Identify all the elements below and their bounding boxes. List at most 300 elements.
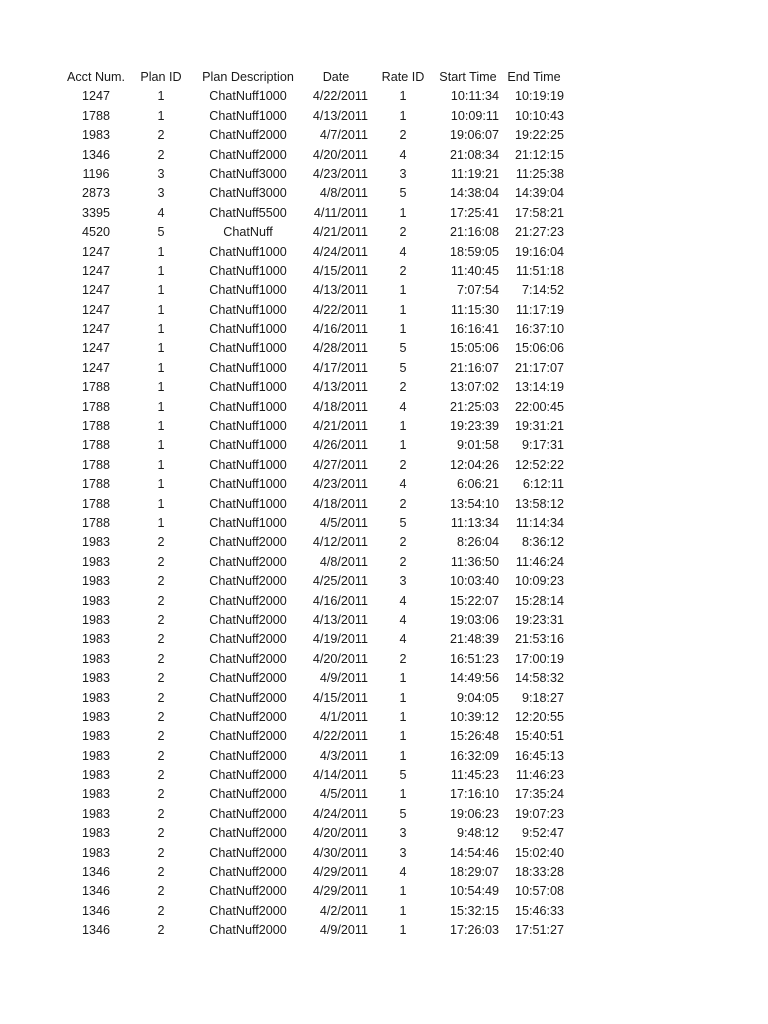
rate-id-cell: 3 [399,574,407,589]
rate-id-cell: 4 [399,477,407,492]
table-row [0,184,768,203]
plan-description-cell: ChatNuff1000 [209,515,287,530]
table-row [0,301,768,320]
date-cell: 4/17/2011 [312,360,368,375]
date-cell: 4/14/2011 [312,768,368,783]
date-cell: 4/22/2011 [312,729,368,744]
start-time-cell: 13:54:10 [449,496,499,511]
plan-id-cell: 1 [157,457,165,472]
column-header-plan-description: Plan Description [202,70,294,84]
date-cell: 4/25/2011 [312,574,368,589]
end-time-cell: 11:17:19 [515,302,564,317]
end-time-cell: 11:46:24 [515,554,564,569]
date-cell: 4/13/2011 [312,380,368,395]
plan-id-cell: 1 [157,438,165,453]
acct-num-cell: 1788 [81,380,111,395]
rate-id-cell: 2 [399,457,407,472]
end-time-cell: 15:40:51 [514,729,564,744]
date-cell: 4/30/2011 [312,845,368,860]
date-cell: 4/23/2011 [312,477,368,492]
rate-id-cell: 5 [399,341,407,356]
rate-id-cell: 1 [399,690,407,705]
start-time-cell: 21:16:07 [449,360,499,375]
table-row [0,436,768,455]
plan-description-cell: ChatNuff2000 [209,768,287,783]
start-time-cell: 10:54:49 [449,884,499,899]
table-body [0,87,768,940]
acct-num-cell: 2873 [81,186,111,201]
plan-id-cell: 2 [157,845,165,860]
plan-description-cell: ChatNuff2000 [209,147,287,162]
table-row [0,204,768,223]
acct-num-cell: 1983 [81,729,111,744]
rate-id-cell: 1 [399,729,407,744]
end-time-cell: 10:10:43 [514,108,564,123]
date-cell: 4/8/2011 [319,554,368,569]
end-time-cell: 15:06:06 [514,341,564,356]
plan-description-cell: ChatNuff2000 [209,845,287,860]
date-cell: 4/2/2011 [319,903,368,918]
acct-num-cell: 1788 [81,419,111,434]
acct-num-cell: 1983 [81,748,111,763]
table-row [0,785,768,804]
plan-description-cell: ChatNuff1000 [209,322,287,337]
plan-id-cell: 2 [157,768,165,783]
acct-num-cell: 1247 [81,263,111,278]
start-time-cell: 6:06:21 [456,477,499,492]
start-time-cell: 21:16:08 [449,225,499,240]
acct-num-cell: 1247 [81,341,111,356]
date-cell: 4/19/2011 [312,632,368,647]
acct-num-cell: 1346 [81,865,111,880]
end-time-cell: 17:35:24 [514,787,564,802]
acct-num-cell: 1983 [81,128,111,143]
plan-description-cell: ChatNuff2000 [209,651,287,666]
table-row [0,844,768,863]
start-time-cell: 18:59:05 [449,244,499,259]
acct-num-cell: 1346 [81,147,111,162]
plan-description-cell: ChatNuff2000 [209,554,287,569]
table-row [0,689,768,708]
end-time-cell: 17:58:21 [514,205,564,220]
rate-id-cell: 1 [399,205,407,220]
start-time-cell: 10:11:34 [450,89,499,104]
plan-id-cell: 2 [157,729,165,744]
acct-num-cell: 1983 [81,845,111,860]
plan-id-cell: 2 [157,690,165,705]
date-cell: 4/20/2011 [312,147,368,162]
table-row [0,708,768,727]
plan-id-cell: 2 [157,671,165,686]
plan-id-cell: 1 [157,89,165,104]
acct-num-cell: 1788 [81,477,111,492]
acct-num-cell: 1983 [81,709,111,724]
plan-description-cell: ChatNuff1000 [209,341,287,356]
rate-id-cell: 1 [399,787,407,802]
end-time-cell: 9:18:27 [521,690,564,705]
plan-description-cell: ChatNuff2000 [209,535,287,550]
date-cell: 4/11/2011 [313,205,368,220]
plan-description-cell: ChatNuff1000 [209,496,287,511]
date-cell: 4/20/2011 [312,651,368,666]
date-cell: 4/7/2011 [319,128,368,143]
end-time-cell: 12:52:22 [514,457,564,472]
plan-description-cell: ChatNuff2000 [209,748,287,763]
date-cell: 4/9/2011 [319,671,368,686]
start-time-cell: 15:32:15 [449,903,499,918]
plan-description-cell: ChatNuff2000 [209,671,287,686]
plan-id-cell: 2 [157,923,165,938]
start-time-cell: 17:25:41 [449,205,499,220]
plan-description-cell: ChatNuff2000 [209,787,287,802]
date-cell: 4/20/2011 [312,826,368,841]
plan-id-cell: 5 [157,225,165,240]
rate-id-cell: 4 [399,632,407,647]
date-cell: 4/18/2011 [312,399,368,414]
table-row [0,456,768,475]
end-time-cell: 6:12:11 [522,477,564,492]
end-time-cell: 13:58:12 [514,496,564,511]
rate-id-cell: 2 [399,535,407,550]
end-time-cell: 19:23:31 [514,612,564,627]
start-time-cell: 11:13:34 [450,515,499,530]
date-cell: 4/29/2011 [312,884,368,899]
rate-id-cell: 1 [399,283,407,298]
start-time-cell: 17:26:03 [449,923,499,938]
rate-id-cell: 2 [399,554,407,569]
rate-id-cell: 1 [399,671,407,686]
start-time-cell: 16:32:09 [449,748,499,763]
acct-num-cell: 1346 [81,923,111,938]
end-time-cell: 14:39:04 [514,186,564,201]
start-time-cell: 19:06:23 [449,806,499,821]
plan-id-cell: 2 [157,632,165,647]
table-row [0,320,768,339]
plan-description-cell: ChatNuff1000 [209,108,287,123]
rate-id-cell: 2 [399,380,407,395]
plan-description-cell: ChatNuff3000 [209,186,287,201]
plan-id-cell: 1 [157,515,165,530]
table-row [0,495,768,514]
date-cell: 4/28/2011 [312,341,368,356]
acct-num-cell: 1788 [81,108,111,123]
end-time-cell: 15:28:14 [514,593,564,608]
table-row [0,243,768,262]
end-time-cell: 21:12:15 [514,147,564,162]
plan-id-cell: 1 [157,496,165,511]
table-row [0,87,768,106]
rate-id-cell: 5 [399,186,407,201]
start-time-cell: 11:15:30 [450,302,499,317]
start-time-cell: 21:08:34 [449,147,499,162]
plan-id-cell: 2 [157,748,165,763]
acct-num-cell: 1983 [81,806,111,821]
column-header-rate-id: Rate ID [381,70,425,84]
start-time-cell: 19:06:07 [449,128,499,143]
rate-id-cell: 4 [399,865,407,880]
start-time-cell: 17:16:10 [449,787,499,802]
date-cell: 4/22/2011 [312,302,368,317]
end-time-cell: 17:51:27 [514,923,564,938]
start-time-cell: 10:03:40 [449,574,499,589]
plan-id-cell: 1 [157,283,165,298]
end-time-cell: 9:17:31 [521,438,564,453]
plan-description-cell: ChatNuff2000 [209,128,287,143]
start-time-cell: 7:07:54 [456,283,499,298]
rate-id-cell: 5 [399,360,407,375]
plan-description-cell: ChatNuff1000 [209,283,287,298]
date-cell: 4/12/2011 [312,535,368,550]
plan-id-cell: 2 [157,128,165,143]
plan-id-cell: 1 [157,341,165,356]
acct-num-cell: 1983 [81,632,111,647]
plan-description-cell: ChatNuff2000 [209,729,287,744]
acct-num-cell: 1788 [81,496,111,511]
plan-description-cell: ChatNuff2000 [209,826,287,841]
date-cell: 4/8/2011 [319,186,368,201]
data-table [0,68,768,941]
rate-id-cell: 1 [399,438,407,453]
date-cell: 4/18/2011 [312,496,368,511]
rate-id-cell: 1 [399,89,407,104]
plan-description-cell: ChatNuff2000 [209,884,287,899]
end-time-cell: 19:16:04 [514,244,564,259]
table-row [0,747,768,766]
acct-num-cell: 1983 [81,593,111,608]
start-time-cell: 10:39:12 [449,709,499,724]
acct-num-cell: 1983 [81,554,111,569]
rate-id-cell: 2 [399,263,407,278]
acct-num-cell: 1788 [81,515,111,530]
plan-description-cell: ChatNuff2000 [209,574,287,589]
end-time-cell: 18:33:28 [514,865,564,880]
plan-description-cell: ChatNuff2000 [209,612,287,627]
plan-id-cell: 1 [157,322,165,337]
plan-id-cell: 2 [157,574,165,589]
table-row [0,650,768,669]
table-row [0,262,768,281]
end-time-cell: 9:52:47 [521,826,564,841]
plan-id-cell: 3 [157,166,165,181]
plan-id-cell: 2 [157,806,165,821]
plan-id-cell: 1 [157,244,165,259]
acct-num-cell: 1788 [81,457,111,472]
rate-id-cell: 1 [399,748,407,763]
rate-id-cell: 1 [399,322,407,337]
table-row [0,359,768,378]
plan-description-cell: ChatNuff2000 [209,690,287,705]
start-time-cell: 16:51:23 [449,651,499,666]
plan-description-cell: ChatNuff3000 [209,166,287,181]
table-row [0,514,768,533]
date-cell: 4/27/2011 [312,457,368,472]
start-time-cell: 10:09:11 [450,108,499,123]
end-time-cell: 12:20:55 [514,709,564,724]
start-time-cell: 11:36:50 [450,554,499,569]
acct-num-cell: 1983 [81,671,111,686]
table-row [0,553,768,572]
end-time-cell: 8:36:12 [521,535,564,550]
acct-num-cell: 1247 [81,244,111,259]
rate-id-cell: 3 [399,826,407,841]
plan-description-cell: ChatNuff1000 [209,244,287,259]
acct-num-cell: 1247 [81,302,111,317]
plan-description-cell: ChatNuff1000 [209,302,287,317]
plan-id-cell: 1 [157,419,165,434]
start-time-cell: 14:54:46 [449,845,499,860]
plan-description-cell: ChatNuff [223,225,273,240]
plan-description-cell: ChatNuff1000 [209,399,287,414]
plan-description-cell: ChatNuff1000 [209,477,287,492]
end-time-cell: 21:53:16 [514,632,564,647]
acct-num-cell: 1983 [81,768,111,783]
rate-id-cell: 1 [399,903,407,918]
rate-id-cell: 1 [399,709,407,724]
start-time-cell: 21:48:39 [449,632,499,647]
table-row [0,630,768,649]
end-time-cell: 15:46:33 [514,903,564,918]
plan-description-cell: ChatNuff2000 [209,709,287,724]
table-row [0,902,768,921]
table-row [0,107,768,126]
date-cell: 4/24/2011 [312,244,368,259]
end-time-cell: 22:00:45 [514,399,564,414]
plan-id-cell: 2 [157,903,165,918]
table-row [0,766,768,785]
end-time-cell: 10:19:19 [514,89,564,104]
end-time-cell: 19:22:25 [514,128,564,143]
rate-id-cell: 1 [399,302,407,317]
table-row [0,417,768,436]
plan-id-cell: 2 [157,884,165,899]
plan-id-cell: 1 [157,380,165,395]
start-time-cell: 19:03:06 [449,612,499,627]
date-cell: 4/29/2011 [312,865,368,880]
plan-description-cell: ChatNuff1000 [209,380,287,395]
date-cell: 4/21/2011 [312,419,368,434]
rate-id-cell: 5 [399,768,407,783]
table-row [0,592,768,611]
end-time-cell: 10:09:23 [514,574,564,589]
table-row [0,921,768,940]
plan-id-cell: 2 [157,865,165,880]
column-header-start-time: Start Time [439,70,497,84]
table-row [0,378,768,397]
plan-id-cell: 2 [157,612,165,627]
acct-num-cell: 1983 [81,612,111,627]
start-time-cell: 16:16:41 [449,322,499,337]
date-cell: 4/24/2011 [312,806,368,821]
rate-id-cell: 4 [399,399,407,414]
start-time-cell: 8:26:04 [456,535,499,550]
acct-num-cell: 1196 [82,166,110,181]
plan-id-cell: 1 [157,302,165,317]
rate-id-cell: 2 [399,225,407,240]
plan-id-cell: 3 [157,186,165,201]
plan-description-cell: ChatNuff5500 [209,205,287,220]
end-time-cell: 11:46:23 [515,768,564,783]
rate-id-cell: 1 [399,108,407,123]
rate-id-cell: 4 [399,593,407,608]
acct-num-cell: 1346 [81,884,111,899]
plan-description-cell: ChatNuff1000 [209,263,287,278]
date-cell: 4/23/2011 [312,166,368,181]
plan-description-cell: ChatNuff1000 [209,360,287,375]
table-row [0,165,768,184]
date-cell: 4/26/2011 [312,438,368,453]
start-time-cell: 15:26:48 [449,729,499,744]
start-time-cell: 15:22:07 [449,593,499,608]
table-row [0,611,768,630]
plan-id-cell: 2 [157,535,165,550]
end-time-cell: 16:45:13 [514,748,564,763]
plan-description-cell: ChatNuff2000 [209,593,287,608]
rate-id-cell: 5 [399,806,407,821]
table-row [0,669,768,688]
acct-num-cell: 1983 [81,690,111,705]
acct-num-cell: 1247 [81,322,111,337]
start-time-cell: 12:04:26 [449,457,499,472]
table-row [0,824,768,843]
plan-description-cell: ChatNuff2000 [209,865,287,880]
table-row [0,126,768,145]
date-cell: 4/5/2011 [319,787,368,802]
rate-id-cell: 2 [399,128,407,143]
rate-id-cell: 2 [399,651,407,666]
end-time-cell: 19:07:23 [514,806,564,821]
end-time-cell: 11:25:38 [515,166,564,181]
end-time-cell: 19:31:21 [514,419,564,434]
start-time-cell: 9:04:05 [456,690,499,705]
plan-id-cell: 1 [157,399,165,414]
start-time-cell: 11:19:21 [450,166,499,181]
plan-id-cell: 2 [157,651,165,666]
plan-description-cell: ChatNuff2000 [209,632,287,647]
plan-id-cell: 1 [157,360,165,375]
column-header-date: Date [322,70,350,84]
end-time-cell: 11:51:18 [515,263,564,278]
end-time-cell: 13:14:19 [514,380,564,395]
date-cell: 4/16/2011 [312,322,368,337]
plan-id-cell: 1 [157,108,165,123]
rate-id-cell: 5 [399,515,407,530]
acct-num-cell: 1247 [81,360,111,375]
acct-num-cell: 1346 [81,903,111,918]
plan-description-cell: ChatNuff1000 [209,457,287,472]
start-time-cell: 9:48:12 [456,826,499,841]
date-cell: 4/3/2011 [319,748,368,763]
end-time-cell: 21:17:07 [514,360,564,375]
rate-id-cell: 1 [399,419,407,434]
start-time-cell: 21:25:03 [449,399,499,414]
plan-id-cell: 2 [157,787,165,802]
rate-id-cell: 4 [399,612,407,627]
column-header-plan-id: Plan ID [140,70,182,84]
end-time-cell: 10:57:08 [514,884,564,899]
column-header-acct-num: Acct Num. [66,70,126,84]
plan-id-cell: 2 [157,147,165,162]
plan-id-cell: 2 [157,709,165,724]
table-row [0,223,768,242]
date-cell: 4/15/2011 [312,690,368,705]
plan-id-cell: 4 [157,205,165,220]
table-row [0,398,768,417]
start-time-cell: 15:05:06 [449,341,499,356]
plan-description-cell: ChatNuff2000 [209,923,287,938]
end-time-cell: 16:37:10 [514,322,564,337]
rate-id-cell: 4 [399,244,407,259]
table-header-row [0,68,768,87]
